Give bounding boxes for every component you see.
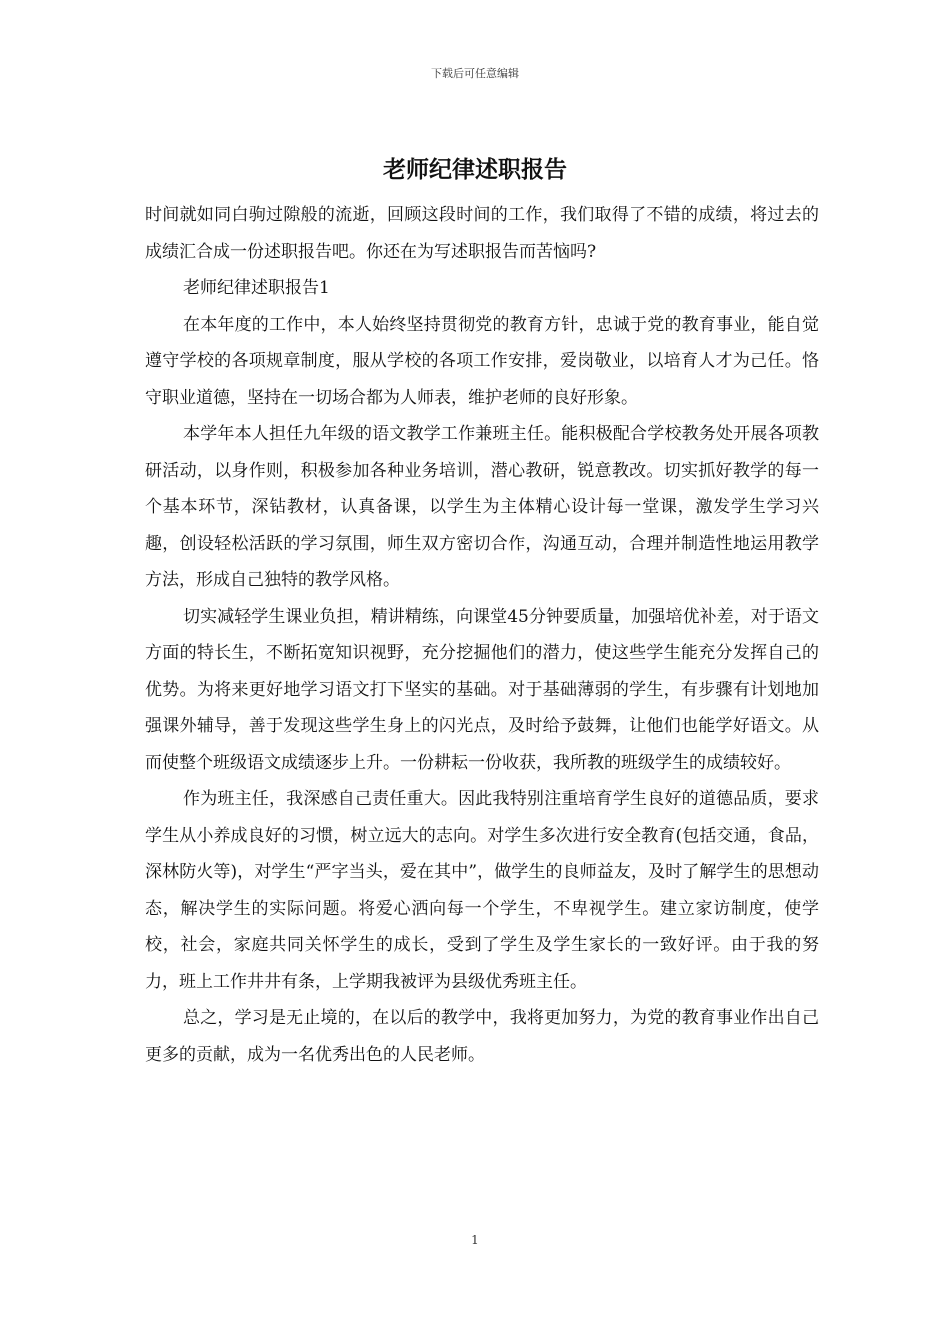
document-title: 老师纪律述职报告 bbox=[383, 156, 567, 183]
intro-paragraph: 时间就如同白驹过隙般的流逝，回顾这段时间的工作，我们取得了不错的成绩，将过去的成绩汇合成一份述职报告吧。你还在为写述职报告而苦恼吗? bbox=[145, 205, 819, 262]
page-header: 下载后可任意编辑 bbox=[431, 67, 519, 80]
section-heading: 老师纪律述职报告1 bbox=[183, 278, 330, 298]
body-paragraph: 切实减轻学生课业负担，精讲精练，向课堂45分钟要质量，加强培优补差，对于语文方面的特长生，不断拓宽知识视野，充分挖掘他们的潜力，使这些学生能充分发挥自己的优势。为将来更好地学习语文打下坚实的基础。对于基础薄弱的学生，有步骤有计划地加强课外辅导，善于发现这些学生身上的闪光点，及时给予鼓舞，让他们也能学好语文。从而使整个班级语文成绩逐步上升。一份耕耘一份收获，我所教的班级学生的成绩较好。 bbox=[145, 606, 819, 773]
body-paragraph: 作为班主任，我深感自己责任重大。因此我特别注重培育学生良好的道德品质，要求学生从小养成良好的习惯，树立远大的志向。对学生多次进行安全教育(包括交通，食品，深林防火等)，对学生“严字当头，爱在其中”，做学生的良师益友，及时了解学生的思想动态，解决学生的实际问题。将爱心洒向每一个学生，不卑视学生。建立家访制度，使学校，社会，家庭共同关怀学生的成长，受到了学生及学生家长的一致好评。由于我的努力，班上工作井井有条，上学期我被评为县级优秀班主任。 bbox=[145, 789, 819, 992]
page-number: 1 bbox=[471, 1233, 479, 1247]
body-paragraph: 在本年度的工作中，本人始终坚持贯彻党的教育方针，忠诚于党的教育事业，能自觉遵守学校的各项规章制度，服从学校的各项工作安排，爱岗敬业，以培育人才为己任。恪守职业道德，坚持在一切场合都为人师表，维护老师的良好形象。 bbox=[145, 314, 819, 408]
body-paragraph: 本学年本人担任九年级的语文教学工作兼班主任。能积极配合学校教务处开展各项教研活动，以身作则，积极参加各种业务培训，潜心教研，锐意教改。切实抓好教学的每一个基本环节，深钻教材，认真备课，以学生为主体精心设计每一堂课，激发学生学习兴趣，创设轻松活跃的学习氛围，师生双方密切合作，沟通互动，合理并制造性地运用教学方法，形成自己独特的教学风格。 bbox=[145, 424, 819, 590]
closing-paragraph: 总之，学习是无止境的，在以后的教学中，我将更加努力，为党的教育事业作出自己更多的贡献，成为一名优秀出色的人民老师。 bbox=[145, 1008, 819, 1065]
document-body bbox=[145, 197, 819, 1073]
